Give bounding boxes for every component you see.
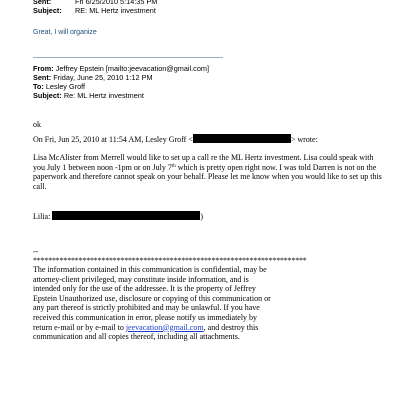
asterisk-divider: ************************************************************************ [33,256,307,265]
subject-label: Subject: [33,6,62,15]
disclaimer-part2: , and destroy this communication and all copies thereof, including all attachments. [33,322,259,342]
wrote-suffix: > wrote: [290,135,318,144]
message-part2: which is pretty open right now. I was told Darren is not on the paperwork and therefore cannot speak on your behalf. Please let me know when you would like to set up this call. [33,162,382,191]
message-part1: Lisa McAlister from Merrell would like to set up a call re the ML Hertz investment. Lisa could speak with you July 1 between noon -1pm or on July 7 [33,153,374,172]
ok-text: ok [33,120,41,129]
subject-row [33,6,157,15]
wrote-prefix: On Fri, Jun 25, 2010 at 11:54 AM, Lesley Groff < [33,135,193,144]
to-label: To: [33,82,44,91]
fwd-subject-label: Subject: [33,91,62,100]
subject-value: RE: ML Hertz investment [75,6,156,15]
to-value: Lesley Groff [45,82,86,91]
quote-attribution [33,134,318,145]
disclaimer-email-link[interactable]: jeevacation@gmail.com [125,322,204,332]
quoted-message [33,153,383,191]
signature-redaction-box [52,211,200,220]
email-header-top [33,0,157,15]
reply-text: Great, I will organize [33,29,97,36]
redaction-box [193,134,291,143]
from-label: From: [33,64,54,73]
fwd-sent-label: Sent: [33,73,52,82]
header-divider [33,57,223,58]
from-row [33,64,209,73]
signature-prefix: Lilia: [33,212,51,221]
disclaimer-part1: The information contained in this communication is confidential, may be attorney-client privileged, may constitute inside information, and is intended only for the use of the addressee. It is the property of Jeffrey Epstein Unauthorized use, disclosure or copying of this communication or any part thereof is strictly prohibited and may be unlawful. If you have received this communication in error, please notify us immediately by return e-mail or by e-mail to [33,265,271,332]
message-ordinal: th [171,163,176,169]
forwarded-header [33,64,209,100]
fwd-sent-row [33,73,209,82]
to-row [33,82,209,91]
sent-value: Fri 6/25/2010 5:14:35 PM [75,0,158,6]
signature-dashes: -- [33,247,39,256]
signature-line [33,211,203,222]
sent-label: Sent: [33,0,52,6]
signature-suffix: ) [200,212,203,221]
confidentiality-disclaimer [33,265,273,342]
fwd-subject-value: Re: ML Hertz investment [63,91,144,100]
fwd-subject-row [33,91,209,100]
fwd-sent-value: Friday, June 25, 2010 1:12 PM [53,73,153,82]
from-value: Jeffrey Epstein [mailto:jeevacation@gmail.com] [55,64,209,73]
